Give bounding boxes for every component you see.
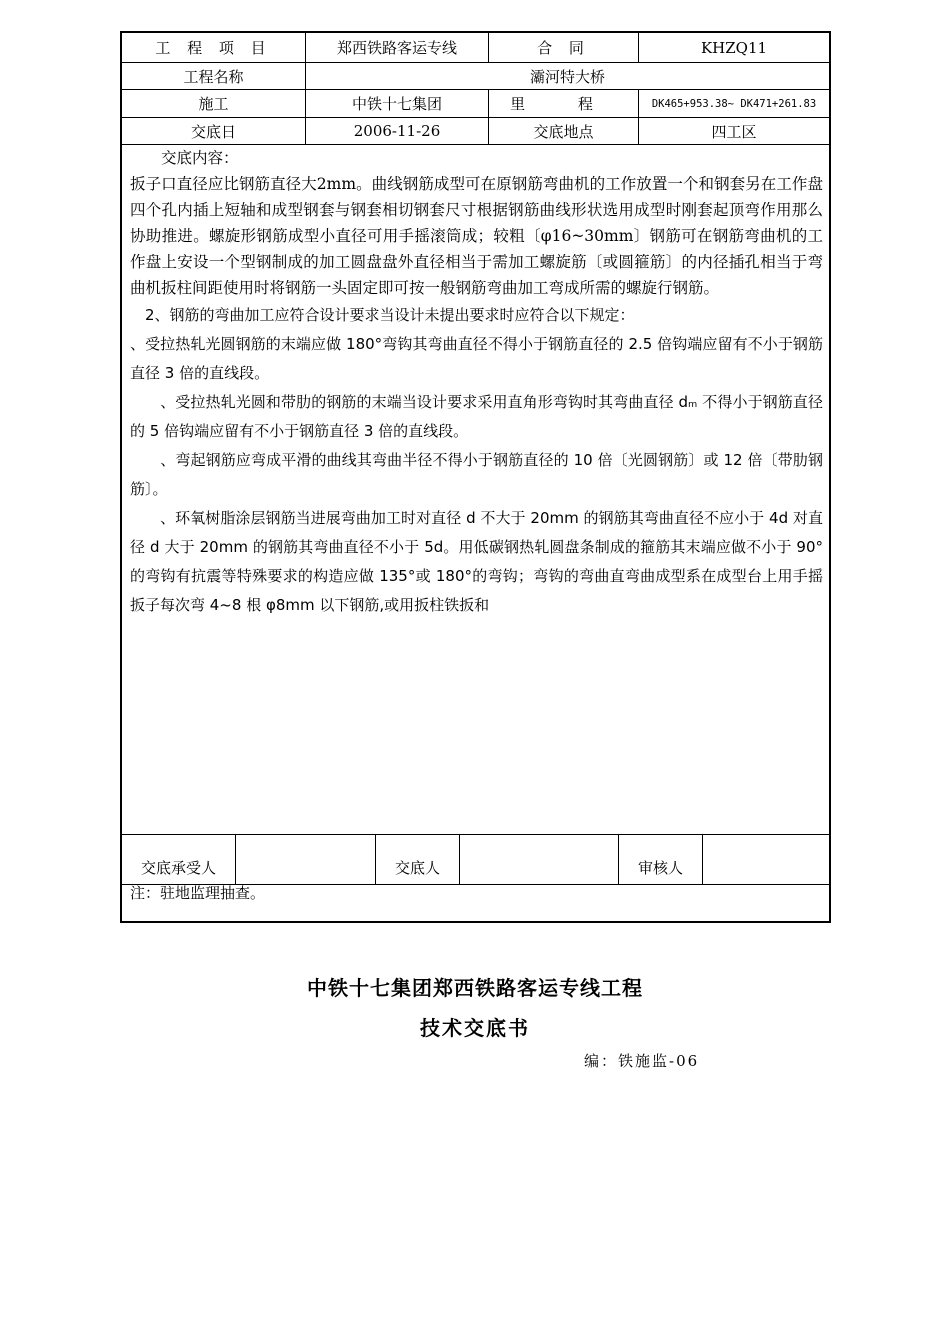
date-value: 2006-11-26 bbox=[306, 118, 489, 144]
disclosure-content bbox=[122, 145, 829, 835]
content-paragraph-2: 2、钢筋的弯曲加工应符合设计要求当设计未提出要求时应符合以下规定： bbox=[130, 306, 635, 324]
document-subtitle: 技术交底书 bbox=[420, 1016, 530, 1040]
content-paragraph-1: 扳子口直径应比钢筋直径大2mm。曲线钢筋成型可在原钢筋弯曲机的工作放置一个和钢套另在工作盘四个孔内插上短轴和成型钢套与钢套相切钢套尺寸根据钢筋曲线形状选用成型时刚套起顶弯作用那么协助推进。螺旋形钢筋成型小直径可用手摇滚筒成；较粗〔φ16~30mm〕钢筋可在钢筋弯曲机的工作盘上安设一个型钢制成的加工圆盘盘外直径相当于需加工螺旋筋〔或圆箍筋〕的内径插孔相当于弯曲机扳柱间距使用时将钢筋一头固定即可按一般钢筋弯曲加工弯成所需的螺旋行钢筋。 bbox=[130, 175, 823, 297]
location-value: 四工区 bbox=[711, 122, 757, 141]
receiver-field[interactable] bbox=[236, 835, 376, 884]
content-heading: 交底内容： bbox=[130, 149, 239, 167]
content-paragraph-4: 、受拉热轧光圆和带肋的钢筋的末端当设计要求采用直角形弯钩时其弯曲直径 dₘ 不得小于钢筋直径的 5 倍钩端应留有不小于钢筋直径 3 倍的直线段。 bbox=[130, 393, 823, 440]
mileage-label: 里 程 bbox=[489, 90, 639, 117]
construction-value: 中铁十七集团 bbox=[306, 90, 489, 117]
header-row-date bbox=[122, 118, 829, 145]
reviewer-label: 审核人 bbox=[619, 835, 703, 884]
content-paragraph-6: 、环氧树脂涂层钢筋当进展弯曲加工时对直径 d 不大于 20mm 的钢筋其弯曲直径不应小于 4d 对直径 d 大于 20mm 的钢筋其弯曲直径不小于 5d。用低碳钢热轧圆盘条制成的箍筋其末端应做不小于 90°的弯钩有抗震等特殊要求的构造应做 135°或 180°的弯钩；弯钩的弯曲直弯曲成型系在成型台上用手摇扳子每次弯 4~8 根 φ8mm 以下钢筋,或用扳柱铁扳和 bbox=[130, 509, 823, 614]
receiver-label: 交底承受人 bbox=[122, 835, 236, 884]
construction-label: 施工 bbox=[122, 90, 306, 117]
presenter-label: 交底人 bbox=[376, 835, 460, 884]
header-row-construction bbox=[122, 90, 829, 118]
presenter-field[interactable] bbox=[460, 835, 619, 884]
supervision-note: 注：驻地监理抽查。 bbox=[130, 884, 266, 902]
content-paragraph-3: 、受拉热轧光圆钢筋的末端应做 180°弯钩其弯曲直径不得小于钢筋直径的 2.5 倍钩端应留有不小于钢筋直径 3 倍的直线段。 bbox=[130, 335, 823, 382]
name-value: 灞河特大桥 bbox=[529, 67, 605, 86]
mileage-value: DK465+953.38~ DK471+261.83 bbox=[651, 97, 817, 110]
project-value: 郑西铁路客运专线 bbox=[306, 33, 489, 62]
disclosure-form bbox=[120, 31, 831, 923]
location-label: 交底地点 bbox=[489, 118, 639, 144]
name-label: 工程名称 bbox=[122, 63, 306, 89]
form-code: 编：铁施监-06 bbox=[584, 1052, 700, 1070]
contract-value: KHZQ11 bbox=[700, 38, 768, 57]
content-paragraph-5: 、弯起钢筋应弯成平滑的曲线其弯曲半径不得小于钢筋直径的 10 倍〔光圆钢筋〕或 12 倍〔带肋钢筋〕。 bbox=[130, 451, 823, 498]
header-row-name bbox=[122, 63, 829, 90]
reviewer-field[interactable] bbox=[703, 835, 829, 884]
date-label: 交底日 bbox=[122, 118, 306, 144]
contract-label: 合 同 bbox=[489, 33, 639, 62]
document-title: 中铁十七集团郑西铁路客运专线工程 bbox=[307, 976, 643, 1000]
project-label: 工 程 项 目 bbox=[122, 33, 306, 62]
header-row-project bbox=[122, 33, 829, 63]
signature-row bbox=[122, 835, 829, 885]
